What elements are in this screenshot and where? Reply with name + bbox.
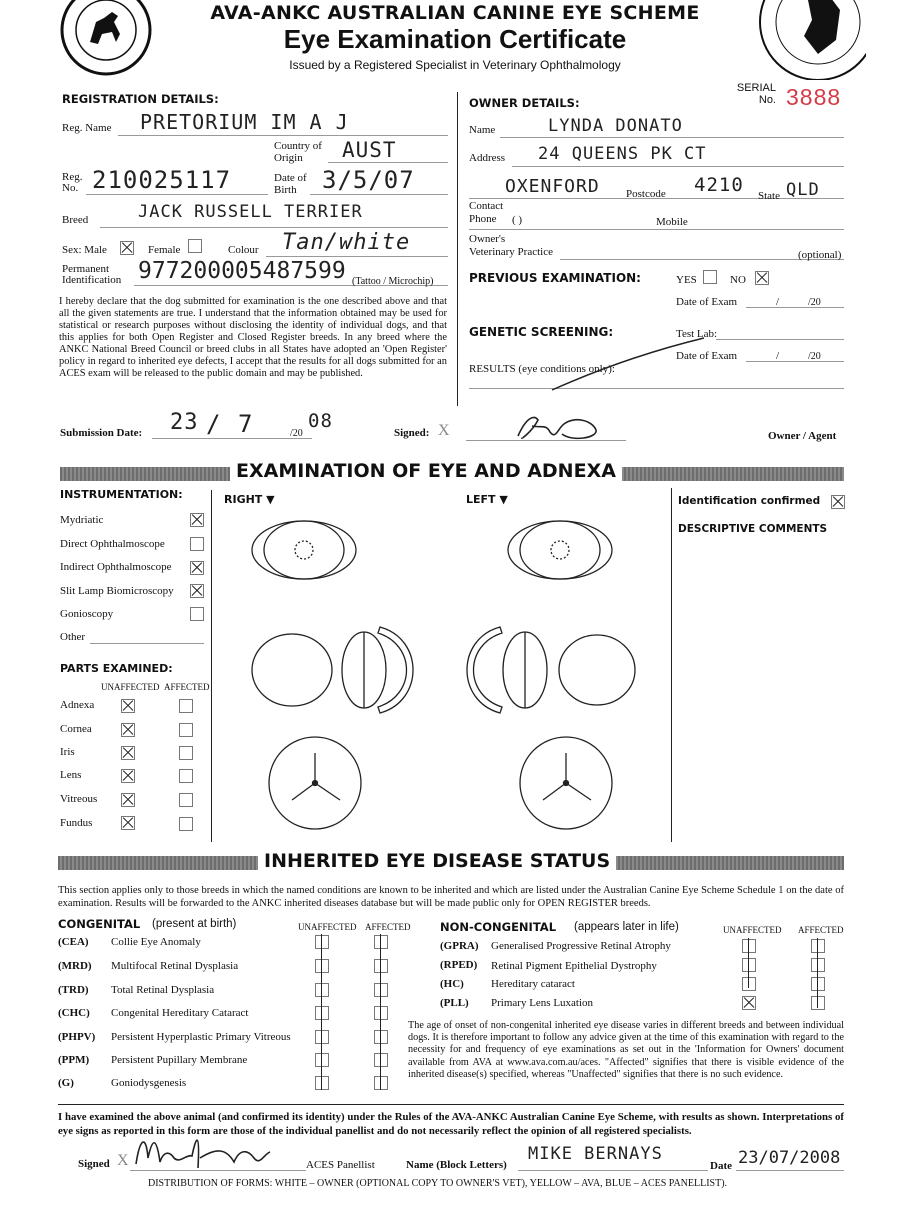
ppm-code: (PPM)	[58, 1054, 90, 1066]
serial-number: 3888	[786, 84, 842, 110]
part-label: Lens	[60, 769, 82, 781]
noncongenital-sub: (appears later in life)	[574, 921, 679, 933]
submission-slash: /	[206, 410, 222, 438]
pll-unaffected-checkbox[interactable]	[742, 996, 756, 1010]
address-label: Address	[469, 152, 506, 164]
mrd-name: Multifocal Retinal Dysplasia	[111, 960, 239, 972]
cea-affected-checkbox[interactable]	[374, 935, 388, 949]
rped-affected-checkbox[interactable]	[811, 958, 825, 972]
chc-code: (CHC)	[58, 1007, 90, 1019]
rped-unaffected-checkbox[interactable]	[742, 958, 756, 972]
submission-year-prefix: /20	[290, 428, 303, 439]
gonioscopy-checkbox[interactable]	[190, 607, 204, 621]
mydriatic-checkbox[interactable]	[190, 513, 204, 527]
gpra-name: Generalised Progressive Retinal Atrophy	[491, 940, 671, 952]
country-line	[328, 162, 448, 163]
hc-name: Hereditary cataract	[491, 978, 575, 990]
postcode-label: Postcode	[626, 188, 666, 200]
gpra-affected-checkbox[interactable]	[811, 939, 825, 953]
hc-affected-checkbox[interactable]	[811, 977, 825, 991]
footer-date-label: Date	[710, 1160, 732, 1172]
noncongenital-unaffected-label: UNAFFECTED	[723, 925, 782, 935]
block-letters-label: Name (Block Letters)	[406, 1159, 507, 1171]
reg-name-value[interactable]: PRETORIUM IM A J	[140, 110, 349, 134]
g-affected-checkbox[interactable]	[374, 1076, 388, 1090]
address-line2-value[interactable]: OXENFORD	[505, 176, 600, 197]
rped-name: Retinal Pigment Epithelial Dystrophy	[491, 960, 657, 972]
owner-signature	[512, 410, 604, 444]
phpv-affected-checkbox[interactable]	[374, 1030, 388, 1044]
fundus-unaffected-checkbox[interactable]	[121, 816, 135, 830]
prev-date-slash: /	[776, 296, 780, 308]
part-label: Vitreous	[60, 793, 98, 805]
instrumentation-heading: INSTRUMENTATION:	[60, 488, 183, 501]
chc-name: Congenital Hereditary Cataract	[111, 1007, 249, 1019]
perm-id-value[interactable]: 977200005487599	[138, 258, 346, 284]
congenital-unaffected-strike	[321, 934, 322, 1090]
submission-month[interactable]: 7	[238, 410, 254, 438]
prev-no-checkbox[interactable]	[755, 271, 769, 285]
ppm-unaffected-checkbox[interactable]	[315, 1053, 329, 1067]
phpv-unaffected-checkbox[interactable]	[315, 1030, 329, 1044]
genetic-date-label: Date of Exam	[676, 350, 738, 362]
identification-checkbox[interactable]	[831, 495, 845, 509]
scheme-title: AVA-ANKC AUSTRALIAN CANINE EYE SCHEME	[210, 2, 700, 24]
optional-label: (optional)	[798, 249, 842, 261]
yes-label: YES	[676, 274, 697, 286]
reg-name-line	[118, 135, 448, 136]
genetic-date-year: /20	[808, 351, 821, 362]
colour-value[interactable]: Tan/white	[282, 230, 411, 255]
state-label: State	[758, 190, 780, 202]
reg-no-value[interactable]: 210025117	[92, 166, 232, 194]
results-label: RESULTS (eye conditions only):	[469, 363, 615, 375]
exam-right-divider	[671, 488, 672, 842]
genetic-strike	[548, 334, 708, 394]
footer-date-value[interactable]: 23/07/2008	[738, 1148, 841, 1168]
hc-unaffected-checkbox[interactable]	[742, 977, 756, 991]
owner-name-value[interactable]: LYNDA DONATO	[548, 116, 683, 136]
part-label: Iris	[60, 746, 75, 758]
fundus-affected-checkbox[interactable]	[179, 817, 193, 831]
inherited-band-title: INHERITED EYE DISEASE STATUS	[258, 850, 616, 872]
submission-label: Submission Date:	[60, 427, 143, 439]
direct-ophthalmoscope-checkbox[interactable]	[190, 537, 204, 551]
serial-label: SERIAL No.	[736, 82, 776, 106]
congenital-sub: (present at birth)	[152, 918, 237, 930]
chc-unaffected-checkbox[interactable]	[315, 1006, 329, 1020]
postcode-value[interactable]: 4210	[694, 174, 744, 196]
panellist-name[interactable]: MIKE BERNAYS	[528, 1144, 663, 1164]
phone-line	[469, 229, 844, 230]
mobile-label: Mobile	[656, 216, 688, 228]
noncongenital-affected-strike	[817, 938, 818, 1008]
dob-line	[310, 194, 448, 195]
adnexa-unaffected-checkbox[interactable]	[121, 699, 135, 713]
breed-line	[100, 227, 448, 228]
reg-name-label: Reg. Name	[62, 122, 112, 134]
submission-line	[152, 438, 312, 439]
trd-affected-checkbox[interactable]	[374, 983, 388, 997]
noncongenital-affected-label: AFFECTED	[798, 925, 844, 935]
vet-practice-label: Owner's Veterinary Practice	[469, 233, 553, 258]
noncongenital-unaffected-strike	[748, 938, 749, 988]
female-label: Female	[148, 244, 181, 256]
breed-label: Breed	[62, 214, 89, 226]
registration-heading: REGISTRATION DETAILS:	[62, 92, 219, 106]
gpra-unaffected-checkbox[interactable]	[742, 939, 756, 953]
instrument-label: Direct Ophthalmoscope	[60, 538, 165, 550]
pll-affected-checkbox[interactable]	[811, 996, 825, 1010]
reg-no-label: Reg. No.	[62, 171, 83, 194]
pll-name: Primary Lens Luxation	[491, 997, 594, 1009]
part-label: Cornea	[60, 723, 92, 735]
signed-x: X	[438, 422, 450, 439]
phone-parens: ( )	[512, 214, 523, 226]
block-letters-line	[518, 1170, 708, 1171]
perm-id-label: Permanent Identification	[62, 263, 122, 286]
prev-date-year: /20	[808, 297, 821, 308]
cea-name: Collie Eye Anomaly	[111, 936, 201, 948]
panellist-label: ACES Panellist	[306, 1159, 375, 1171]
exam-band-title: EXAMINATION OF EYE AND ADNEXA	[230, 460, 622, 482]
cornea-unaffected-checkbox[interactable]	[121, 723, 135, 737]
other-line	[90, 643, 204, 644]
previous-exam-heading: PREVIOUS EXAMINATION:	[469, 271, 641, 285]
sex-male-label: Sex: Male	[62, 244, 107, 256]
iris-affected-checkbox[interactable]	[179, 746, 193, 760]
owner-heading: OWNER DETAILS:	[469, 96, 580, 110]
dob-value[interactable]: 3/5/07	[322, 166, 415, 194]
test-lab-label: Test Lab:	[676, 328, 718, 340]
ppm-affected-checkbox[interactable]	[374, 1053, 388, 1067]
comments-heading: DESCRIPTIVE COMMENTS	[678, 523, 828, 535]
eye-diagrams	[240, 515, 660, 835]
genetic-date-slash: /	[776, 350, 780, 362]
lens-unaffected-checkbox[interactable]	[121, 769, 135, 783]
issued-by: Issued by a Registered Specialist in Veterinary Ophthalmology	[289, 58, 621, 72]
left-eye-label: LEFT ▼	[466, 493, 508, 506]
cornea-affected-checkbox[interactable]	[179, 723, 193, 737]
panellist-statement: I have examined the above animal (and confirmed its identity) under the Rules of the AVA-ANKC Australian Canine Eye Scheme, with results as shown. Interpretations of eye signs as reported in this form are those of the individual panellist and do not necessarily reflect the opinion of all registered specialists.	[58, 1111, 844, 1137]
phpv-name: Persistent Hyperplastic Primary Vitreous	[111, 1031, 291, 1043]
inherited-intro: This section applies only to those breeds in which the named conditions are known to be inherited and which are listed under the Australian Canine Eye Scheme Schedule 1 on the date of examination. Results will be forwarded to the ANKC inherited diseases database but will be made public only for OPEN REGISTER breeds.	[58, 885, 844, 909]
iris-unaffected-checkbox[interactable]	[121, 746, 135, 760]
owner-agent-label: Owner / Agent	[768, 430, 837, 442]
congenital-affected-strike	[380, 934, 381, 1090]
chc-affected-checkbox[interactable]	[374, 1006, 388, 1020]
mrd-affected-checkbox[interactable]	[374, 959, 388, 973]
identification-label: Identification confirmed	[678, 495, 821, 507]
address-line1-value[interactable]: 24 QUEENS PK CT	[538, 144, 707, 164]
cea-unaffected-checkbox[interactable]	[315, 935, 329, 949]
instrument-label: Mydriatic	[60, 514, 104, 526]
declaration-text: I hereby declare that the dog submitted for examination is the one described above and that all the given statements are true. I understand that the information obtained may be used for statistical or research purposes without disclosing the identity of individual dogs, and that this applies for both Open Register and Closed Register breeds. In any breed where the ANKC National Breed Council or breed clubs in all States have adopted an 'Open Register' policy in regard to inherited eye defects, I accept that the results for all dogs submitted for an ACES exam will be released to the public domain and may be published.	[59, 296, 447, 379]
congenital-affected-label: AFFECTED	[365, 922, 411, 932]
colour-line	[266, 256, 448, 257]
instrument-label: Gonioscopy	[60, 608, 114, 620]
part-label: Adnexa	[60, 699, 95, 711]
distribution-note: DISTRIBUTION OF FORMS: WHITE – OWNER (OPTIONAL COPY TO OWNER'S VET), YELLOW – AVA, BLUE – ACES PANELLIST).	[148, 1178, 728, 1189]
rped-code: (RPED)	[440, 959, 478, 971]
certificate-title: Eye Examination Certificate	[283, 24, 627, 54]
owner-name-line	[500, 137, 844, 138]
hc-code: (HC)	[440, 978, 464, 990]
g-code: (G)	[58, 1077, 74, 1089]
submission-year[interactable]: 08	[308, 410, 333, 432]
cea-code: (CEA)	[58, 936, 89, 948]
indirect-ophthalmoscope-checkbox[interactable]	[190, 561, 204, 575]
panellist-signature	[130, 1128, 280, 1176]
g-name: Goniodysgenesis	[111, 1077, 187, 1089]
footer-signed-line	[130, 1170, 306, 1171]
part-label: Fundus	[60, 817, 93, 829]
reg-no-line	[86, 194, 268, 195]
submission-day[interactable]: 23	[170, 410, 199, 435]
country-label: Country of Origin	[274, 140, 322, 164]
genetic-heading: GENETIC SCREENING:	[469, 325, 614, 339]
female-checkbox[interactable]	[188, 239, 202, 253]
footer-date-line	[736, 1170, 844, 1171]
trd-code: (TRD)	[58, 984, 89, 996]
signed-line	[466, 440, 626, 441]
parts-affected-label: AFFECTED	[164, 682, 210, 692]
breed-value[interactable]: JACK RUSSELL TERRIER	[138, 202, 363, 222]
instrument-label: Slit Lamp Biomicroscopy	[60, 585, 174, 597]
ppm-name: Persistent Pupillary Membrane	[111, 1054, 248, 1066]
signed-label: Signed:	[394, 427, 430, 439]
parts-unaffected-label: UNAFFECTED	[101, 682, 160, 692]
tattoo-label: (Tattoo / Microchip)	[352, 276, 434, 287]
trd-name: Total Retinal Dysplasia	[111, 984, 215, 996]
prev-yes-checkbox[interactable]	[703, 270, 717, 284]
right-eye-label: RIGHT ▼	[224, 493, 275, 506]
mrd-code: (MRD)	[58, 960, 92, 972]
noncongenital-heading: NON-CONGENITAL	[440, 920, 557, 934]
genetic-date-line	[746, 361, 844, 362]
prev-date-line	[746, 307, 844, 308]
gpra-code: (GPRA)	[440, 940, 479, 952]
g-unaffected-checkbox[interactable]	[315, 1076, 329, 1090]
instrument-label: Other	[60, 631, 86, 643]
test-lab-line	[716, 339, 844, 340]
vitreous-affected-checkbox[interactable]	[179, 793, 193, 807]
congenital-unaffected-label: UNAFFECTED	[298, 922, 357, 932]
slit-lamp-checkbox[interactable]	[190, 584, 204, 598]
country-value[interactable]: AUST	[342, 138, 397, 162]
vitreous-unaffected-checkbox[interactable]	[121, 793, 135, 807]
parts-heading: PARTS EXAMINED:	[60, 662, 173, 675]
trd-unaffected-checkbox[interactable]	[315, 983, 329, 997]
exam-left-divider	[211, 490, 212, 842]
footer-signed-x: X	[117, 1152, 129, 1169]
dob-label: Date of Birth	[274, 172, 307, 196]
contact-phone-label: Contact Phone	[469, 200, 504, 225]
congenital-heading: CONGENITAL	[58, 917, 141, 931]
no-label: NO	[730, 274, 746, 286]
lens-affected-checkbox[interactable]	[179, 769, 193, 783]
address-line-1	[512, 166, 844, 167]
pll-code: (PLL)	[440, 997, 469, 1009]
mrd-unaffected-checkbox[interactable]	[315, 959, 329, 973]
colour-label: Colour	[228, 244, 259, 256]
male-checkbox[interactable]	[120, 241, 134, 255]
footer-rule	[58, 1104, 844, 1105]
prev-date-label: Date of Exam	[676, 296, 738, 308]
phpv-code: (PHPV)	[58, 1031, 96, 1043]
state-value[interactable]: QLD	[786, 180, 820, 200]
adnexa-affected-checkbox[interactable]	[179, 699, 193, 713]
owner-name-label: Name	[469, 124, 496, 136]
header-divider	[457, 92, 458, 406]
footer-signed-label: Signed	[78, 1158, 110, 1170]
age-onset-note: The age of onset of non-congenital inherited eye disease varies in different breeds and between individual dogs. It is therefore important to follow any advice given at the time of this examination with regard to the necessity for and frequency of eye examinations as set out in the 'Information for Owners' document available from AVA at www.ava.com.au/aces. "Affected" signifies that there is visible evidence of the inherited disease(s) specified, whereas "Unaffected" signifies that there is no such evidence.	[408, 1020, 844, 1080]
instrument-label: Indirect Ophthalmoscope	[60, 561, 172, 573]
